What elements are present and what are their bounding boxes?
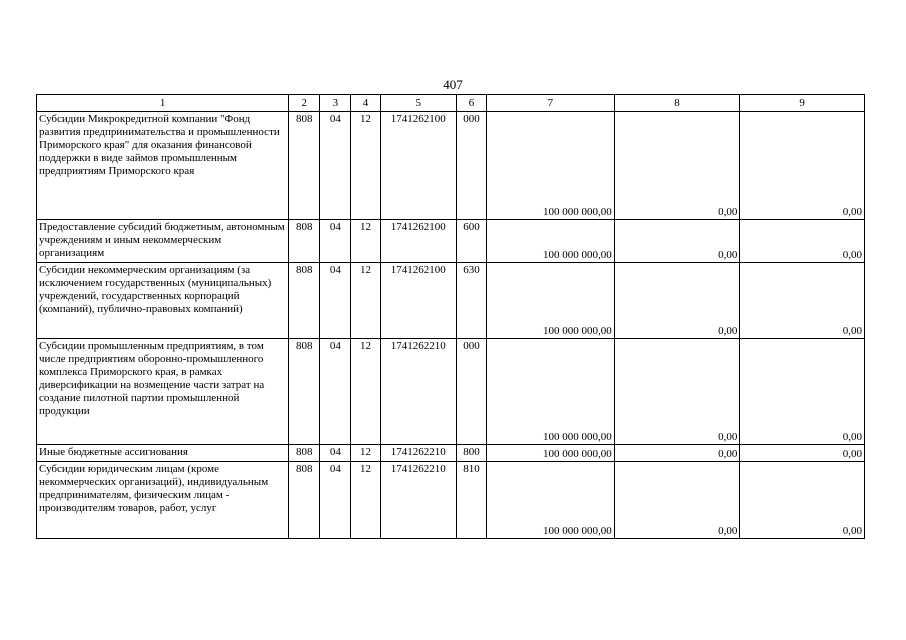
row-ministry-code: 808 <box>289 112 320 220</box>
row-amount-8: 0,00 <box>614 445 740 462</box>
row-section-code: 04 <box>320 339 351 445</box>
row-expense-type: 600 <box>456 220 486 263</box>
column-header: 4 <box>351 95 380 112</box>
row-amount-8: 0,00 <box>614 263 740 339</box>
row-amount-8: 0,00 <box>614 220 740 263</box>
column-header: 2 <box>289 95 320 112</box>
column-header: 3 <box>320 95 351 112</box>
row-amount-7: 100 000 000,00 <box>487 220 615 263</box>
row-amount-9: 0,00 <box>740 112 865 220</box>
column-header: 8 <box>614 95 740 112</box>
row-expense-type: 810 <box>456 462 486 539</box>
row-subsection-code: 12 <box>351 339 380 445</box>
row-ministry-code: 808 <box>289 339 320 445</box>
row-target-code: 1741262100 <box>380 112 456 220</box>
row-section-code: 04 <box>320 263 351 339</box>
row-section-code: 04 <box>320 445 351 462</box>
table-row <box>37 263 865 339</box>
row-expense-type: 800 <box>456 445 486 462</box>
row-target-code: 1741262100 <box>380 220 456 263</box>
row-subsection-code: 12 <box>351 112 380 220</box>
row-amount-8: 0,00 <box>614 339 740 445</box>
column-header: 5 <box>380 95 456 112</box>
row-amount-8: 0,00 <box>614 112 740 220</box>
column-header: 6 <box>456 95 486 112</box>
row-section-code: 04 <box>320 462 351 539</box>
row-expense-type: 000 <box>456 112 486 220</box>
row-ministry-code: 808 <box>289 220 320 263</box>
row-target-code: 1741262100 <box>380 263 456 339</box>
budget-table <box>36 94 865 539</box>
row-expense-type: 630 <box>456 263 486 339</box>
page-number: 407 <box>443 77 463 92</box>
column-header: 9 <box>740 95 865 112</box>
row-name: Субсидии Микрокредитной компании "Фонд развития предпринимательства и промышленности Приморского края" для оказания финансовой поддержки в виде займов промышленным предприятиям Приморского края <box>37 112 289 220</box>
table-row <box>37 112 865 220</box>
row-section-code: 04 <box>320 220 351 263</box>
column-header: 1 <box>37 95 289 112</box>
table-row <box>37 220 865 263</box>
row-amount-9: 0,00 <box>740 263 865 339</box>
row-amount-9: 0,00 <box>740 220 865 263</box>
row-name: Субсидии юридическим лицам (кроме некоммерческих организаций), индивидуальным предпринимателям, физическим лицам - производителям товаров, работ, услуг <box>37 462 289 539</box>
row-subsection-code: 12 <box>351 462 380 539</box>
row-amount-7: 100 000 000,00 <box>487 339 615 445</box>
row-expense-type: 000 <box>456 339 486 445</box>
row-amount-7: 100 000 000,00 <box>487 263 615 339</box>
row-amount-9: 0,00 <box>740 339 865 445</box>
row-ministry-code: 808 <box>289 462 320 539</box>
row-section-code: 04 <box>320 112 351 220</box>
row-amount-7: 100 000 000,00 <box>487 112 615 220</box>
row-target-code: 1741262210 <box>380 462 456 539</box>
row-name: Предоставление субсидий бюджетным, автономным учреждениям и иным некоммерческим организациям <box>37 220 289 263</box>
table-row <box>37 339 865 445</box>
table-row <box>37 445 865 462</box>
table-row <box>37 462 865 539</box>
row-target-code: 1741262210 <box>380 339 456 445</box>
row-subsection-code: 12 <box>351 263 380 339</box>
column-header: 7 <box>487 95 615 112</box>
header-row <box>37 95 865 112</box>
row-amount-7: 100 000 000,00 <box>487 445 615 462</box>
row-ministry-code: 808 <box>289 263 320 339</box>
row-amount-8: 0,00 <box>614 462 740 539</box>
row-subsection-code: 12 <box>351 220 380 263</box>
row-amount-9: 0,00 <box>740 462 865 539</box>
row-name: Иные бюджетные ассигнования <box>37 445 289 462</box>
row-amount-9: 0,00 <box>740 445 865 462</box>
row-ministry-code: 808 <box>289 445 320 462</box>
row-name: Субсидии промышленным предприятиям, в том числе предприятиям оборонно-промышленного комплекса Приморского края, в рамках диверсификации на возмещение части затрат на создание пилотной партии промышленной продукции <box>37 339 289 445</box>
row-name: Субсидии некоммерческим организациям (за исключением государственных (муниципальных) учреждений, государственных корпораций (компаний), публично-правовых компаний) <box>37 263 289 339</box>
row-target-code: 1741262210 <box>380 445 456 462</box>
row-subsection-code: 12 <box>351 445 380 462</box>
row-amount-7: 100 000 000,00 <box>487 462 615 539</box>
